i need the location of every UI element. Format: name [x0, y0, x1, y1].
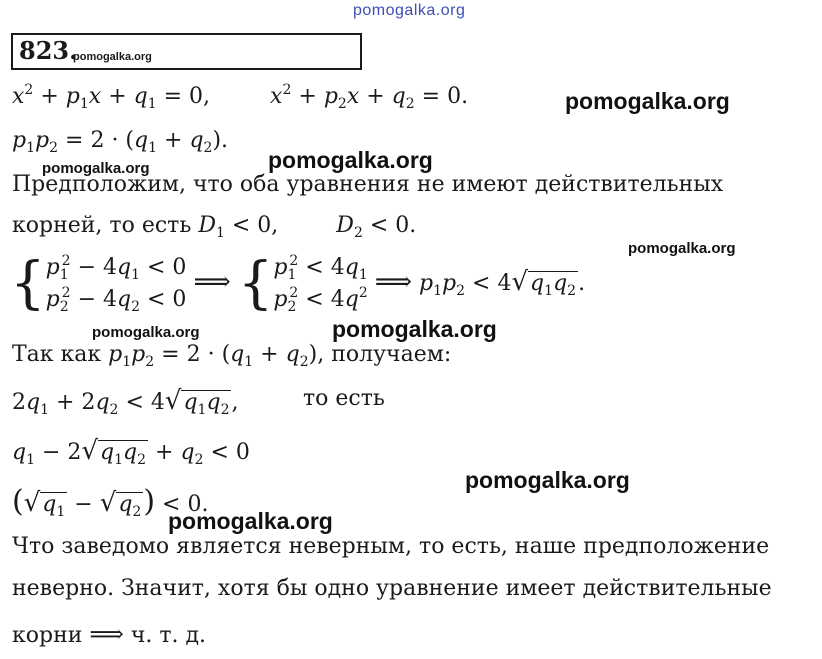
- assume-text-2: корней, то есть $D_1 < 0$, $D_2 < 0$.: [12, 213, 417, 241]
- problem-number: 823.: [19, 36, 78, 65]
- conclusion-text-3: корни ⟹ ч. т. д.: [12, 620, 207, 648]
- since-line: Так как $p_1p_2 = 2 \cdot (q_1 + q_2)$, получаем:: [12, 342, 452, 370]
- inequality-line-3: $(√q_1 - √q_2) < 0$.: [12, 484, 209, 520]
- since-suffix: , получаем:: [317, 342, 452, 367]
- problem-number-box: [11, 33, 362, 70]
- inequality-line-2: $q_1 - 2√q_1q_2 + q_2 < 0$: [12, 436, 250, 468]
- inequality-line-1: $2q_1 + 2q_2 < 4√q_1q_2$,: [12, 386, 239, 418]
- since-prefix: Так как: [12, 342, 102, 367]
- watermark: pomogalka.org: [628, 240, 736, 257]
- watermark: pomogalka.org: [268, 147, 433, 173]
- conclusion-text-2: неверно. Значит, хотя бы одно уравнение имеет действительные: [12, 576, 772, 601]
- watermark: pomogalka.org: [565, 88, 730, 114]
- condition-line: $p_1p_2 = 2 \cdot (q_1 + q_2)$.: [12, 128, 229, 156]
- that-is-text: то есть: [303, 386, 385, 411]
- watermark: pomogalka.org: [465, 467, 630, 493]
- watermark: pomogalka.org: [92, 324, 200, 341]
- conclusion-3-suffix: ч. т. д.: [130, 623, 207, 648]
- watermark: pomogalka.org: [168, 508, 333, 534]
- conclusion-3-prefix: корни: [12, 623, 83, 648]
- conclusion-text-1: Что заведомо является неверным, то есть, наше предположение: [12, 534, 770, 559]
- equations-line: $x^2 + p_1x + q_1 = 0$, $x^2 + p_2x + q_2 = 0$.: [12, 82, 469, 112]
- watermark-in-box: pomogalka.org: [73, 51, 152, 63]
- watermark: pomogalka.org: [42, 160, 150, 177]
- watermark: pomogalka.org: [332, 316, 497, 342]
- system-line: {$p_1^2 - 4q_1 < 0$ $p_2^2 - 4q_2 < 0$ ⟹ {$p_1^2 < 4q_1$ $p_2^2 < 4q^2$ ⟹ $p_1p_2 < 4√q_1q_2$.: [10, 251, 586, 316]
- assume-text-1: Предположим, что оба уравнения не имеют действительных: [12, 172, 724, 197]
- watermark-top: pomogalka.org: [353, 2, 466, 19]
- assume-text-2-prefix: корней, то есть: [12, 213, 192, 238]
